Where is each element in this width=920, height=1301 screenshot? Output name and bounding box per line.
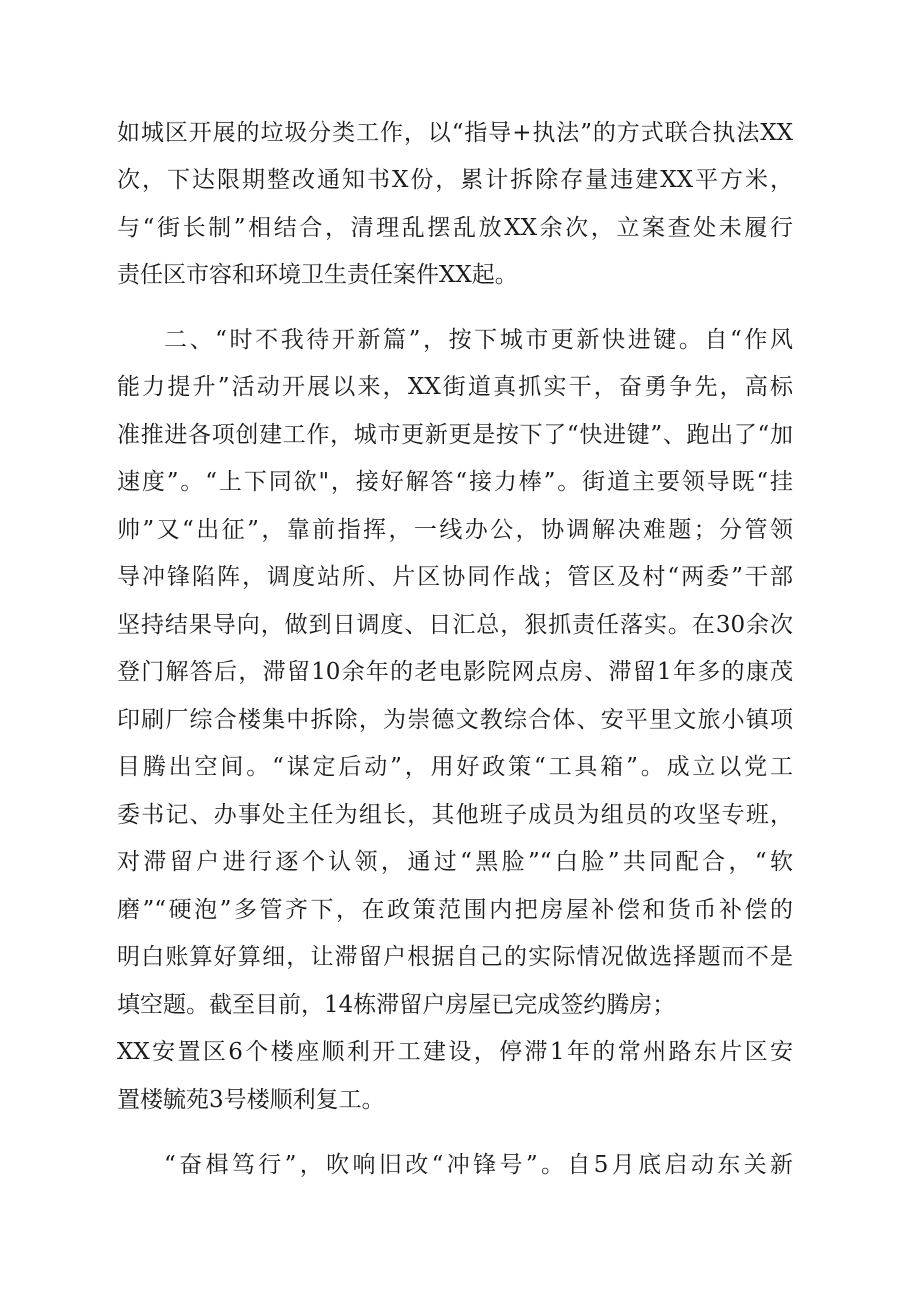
text-line: 次，下达限期整改通知书X份，累计拆除存量违建XX平方米， [117, 167, 793, 193]
text-line: 速度”。“上下同欲"，接好解答“接力棒”。街道主要领导既“挂 [117, 469, 793, 495]
text-line: 印刷厂综合楼集中拆除，为崇德文教综合体、安平里文旅小镇项 [117, 707, 793, 733]
text-line: 置楼毓苑3号楼顺利复工。 [117, 1087, 385, 1113]
text-line: 帅”又“出征”，靠前指挥，一线办公，协调解决难题；分管领 [117, 517, 793, 543]
text-line: 磨”“硬泡”多管齐下，在政策范围内把房屋补偿和货币补偿的 [117, 897, 793, 923]
text-line: 委书记、办事处主任为组长，其他班子成员为组员的攻坚专班， [117, 802, 793, 828]
text-line: 能力提升”活动开展以来，XX街道真抓实干，奋勇争先，高标 [117, 374, 793, 400]
text-line: 明白账算好算细，让滞留户根据自己的实际情况做选择题而不是 [117, 944, 793, 970]
text-line: 与“街长制”相结合，清理乱摆乱放XX余次，立案查处未履行 [117, 215, 793, 241]
text-line: 填空题。截至目前，14栋滞留户房屋已完成签约腾房； [117, 992, 676, 1018]
text-line: 导冲锋陷阵，调度站所、片区协同作战；管区及村“两委”干部 [117, 564, 793, 590]
text-line: 对滞留户进行逐个认领，通过“黑脸”“白脸”共同配合，“软 [117, 849, 793, 875]
text-line: 准推进各项创建工作，城市更新更是按下了“快进键”、跑出了“加 [117, 422, 793, 448]
text-line: 如城区开展的垃圾分类工作，以“指导+执法”的方式联合执法XX [117, 120, 793, 146]
text-line: 责任区市容和环境卫生责任案件XX起。 [117, 262, 518, 288]
text-line: XX安置区6个楼座顺利开工建设，停滞1年的常州路东片区安 [117, 1039, 793, 1065]
text-line: 二、“时不我待开新篇”，按下城市更新快进键。自“作风 [164, 327, 793, 353]
text-line: “奋楫笃行”，吹响旧改“冲锋号”。自5月底启动东关新 [164, 1152, 793, 1178]
text-line: 登门解答后，滞留10余年的老电影院网点房、滞留1年多的康茂 [117, 659, 793, 685]
text-line: 坚持结果导向，做到日调度、日汇总，狠抓责任落实。在30余次 [117, 612, 793, 638]
text-line: 目腾出空间。“谋定后动”，用好政策“工具箱”。成立以党工 [117, 754, 793, 780]
